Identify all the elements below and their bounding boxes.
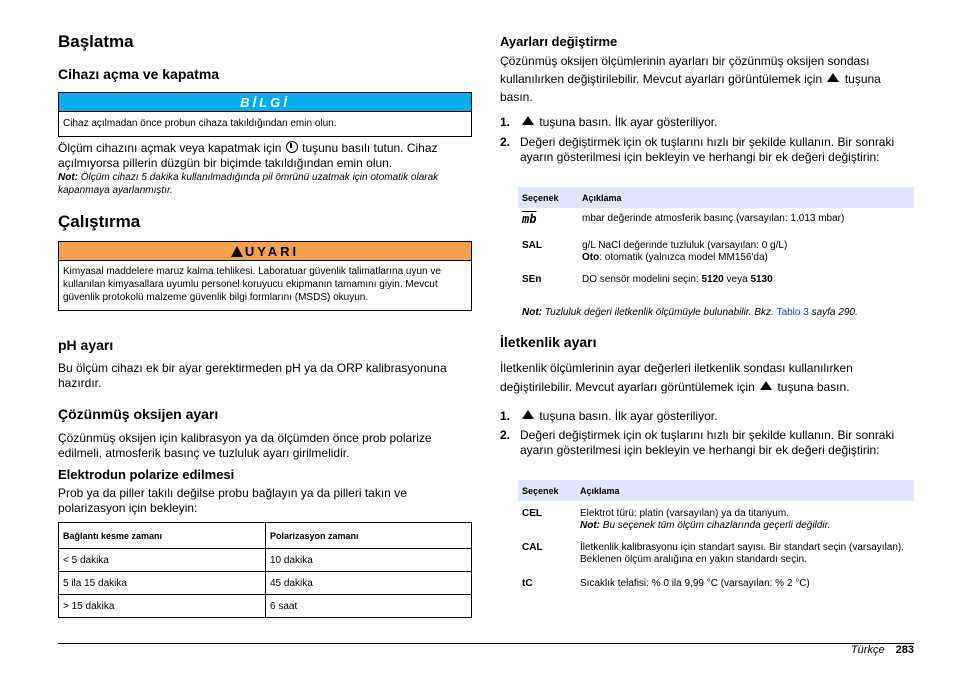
table-cell: 10 dakika [266, 549, 472, 572]
oxygen-settings-table [518, 187, 914, 290]
heading-ph: pH ayarı [58, 337, 114, 353]
up-arrow-icon [827, 73, 839, 82]
table-cell: Elektrot türü: platin (varsayılan) ya da titanyum. Not: Bu seçenek tüm ölçüm cihazlarında geçerli değildir. [580, 508, 831, 531]
table-cell: İletkenlik kalibrasyonu için standart sayısı. Bir standart seçin (varsayılan). Beklenen ölçüm aralığına en yakın standardı seçin. [580, 542, 905, 565]
table-cell [518, 208, 578, 236]
table-cell: < 5 dakika [59, 549, 266, 572]
table-header-cell: Seçenek [518, 187, 578, 208]
table-cell: CEL [522, 508, 542, 519]
warning-box-title: UYARI [59, 242, 471, 261]
table-row [518, 538, 914, 574]
info-box-body: Cihaz açılmadan önce probun cihaza takıldığından emin olun. [63, 118, 337, 129]
table-cell: g/L NaCl değerinde tuzluluk (varsayılan: 0 g/L) Oto: otomatik (yalnızca model MM156'da) [582, 240, 788, 263]
table-cell: 45 dakika [266, 572, 472, 595]
table-header-cell: Seçenek [518, 480, 576, 501]
list-item: 2. Değeri değiştirmek için ok tuşlarını hızlı bir şekilde kullanın. Bir sonraki ayarın gösterilmesi için bekleyin ve herhangi bir ek değeri değiştirin: [500, 428, 895, 457]
elektrot-paragraph: Prob ya da piller takılı değilse probu bağlayın ya da pilleri takın ve polarizasyon için bekleyin: [58, 486, 407, 515]
up-arrow-icon [522, 410, 534, 419]
page-footer [851, 643, 914, 657]
footer-language: Türkçe [850, 644, 885, 656]
table-3-link[interactable]: Tablo 3 [776, 307, 809, 318]
heading-iletkenlik: İletkenlik ayarı [500, 334, 597, 350]
salinity-note: Not: Tuzluluk değeri iletkenlik ölçümüyle bulunabilir. Bkz. Tablo 3 sayfa 290. [522, 307, 858, 318]
table-row [518, 268, 914, 290]
heading-elektrot: Elektrodun polarize edilmesi [58, 467, 235, 482]
table-row [518, 236, 914, 268]
table-header-cell: Açıklama [578, 187, 914, 208]
polarization-table [58, 522, 472, 618]
heading-oksijen: Çözünmüş oksijen ayarı [58, 406, 219, 422]
table-row [518, 208, 914, 236]
footer-rule [58, 643, 914, 644]
table-cell: SAL [522, 240, 542, 251]
table-cell: tC [522, 578, 533, 589]
table-cell: Sıcaklık telafisi: % 0 ila 9,99 °C (varsayılan: % 2 °C) [580, 578, 810, 589]
iletkenlik-paragraph: İletkenlik ölçümlerinin ayar değerleri iletkenlik sondası kullanılırken değiştirilebilir. Mevcut ayarları görüntülemek için tuşuna basın. [500, 361, 853, 394]
table-row [59, 549, 472, 572]
warning-icon [231, 246, 243, 257]
power-paragraph: Ölçüm cihazını açmak veya kapatmak için tuşunu basılı tutun. Cihaz açılmıyorsa pillerin düzgün bir biçimde takıldığından emin olun. [58, 141, 438, 170]
table-header-cell: Polarizasyon zamanı [266, 523, 472, 549]
table-row [518, 501, 914, 538]
table-header-row [59, 523, 472, 549]
warning-box-body: Kimyasal maddelere maruz kalma tehlikesi. Laboratuar güvenlik talimatlarına uyun ve kullanılan kimyasallara uyumlu personel koruyucu ekipmanın tamamını giyin. Mevcut güvenlik protokolü malzeme güvenlik bilgi formlarını (MSDS) okuyun. [63, 266, 441, 303]
heading-baslatma: Başlatma [58, 32, 134, 51]
table-cell: SEn [522, 274, 542, 285]
table-cell: > 15 dakika [59, 595, 266, 618]
table-cell: DO sensör modelini seçin: 5120 veya 5130 [582, 274, 773, 285]
list-item: 2. Değeri değiştirmek için ok tuşlarını hızlı bir şekilde kullanın. Bir sonraki ayarın gösterilmesi için bekleyin ve herhangi bir ek değeri değiştirin: [500, 135, 895, 164]
table-cell: 6 saat [266, 595, 472, 618]
heading-calistirma: Çalıştırma [58, 212, 141, 231]
conductivity-settings-table [518, 480, 914, 594]
heading-cihaz-acma: Cihazı açma ve kapatma [58, 66, 220, 82]
table-cell: 5 ila 15 dakika [59, 572, 266, 595]
page-number: 283 [895, 644, 914, 656]
table-row [59, 572, 472, 595]
list-item: 1. tuşuna basın. İlk ayar gösteriliyor. [500, 115, 718, 129]
up-arrow-icon [760, 381, 772, 390]
power-note: Not: Ölçüm cihazı 5 dakika kullanılmadığında pil ömrünü uzatmak için otomatik olarak kapanmaya ayarlanmıştır. [58, 172, 439, 196]
table-header-row [518, 480, 914, 501]
ayar-paragraph: Çözünmüş oksijen ölçümlerinin ayarları bir çözünmüş oksijen sondası kullanılırken değiştirilebilir. Mevcut ayarları görüntülemek için tuşuna basın. [500, 54, 881, 104]
table-header-cell: Bağlantı kesme zamanı [59, 523, 266, 549]
power-icon [286, 141, 298, 153]
table-header-cell: Açıklama [576, 480, 914, 501]
warning-box [58, 241, 472, 311]
table-row [518, 574, 914, 594]
table-header-row [518, 187, 914, 208]
mbar-symbol: $\overline{mb}$ [522, 212, 537, 226]
heading-ayar-degistirme: Ayarları değiştirme [500, 34, 618, 49]
up-arrow-icon [522, 116, 534, 125]
table-row [59, 595, 472, 618]
ph-paragraph: Bu ölçüm cihazı ek bir ayar gerektirmeden pH ya da ORP kalibrasyonuna hazırdır. [58, 361, 447, 390]
table-cell: CAL [522, 542, 543, 553]
info-box-title: BİLGİ [59, 93, 471, 112]
list-item: 1. tuşuna basın. İlk ayar gösteriliyor. [500, 409, 718, 423]
info-box [58, 92, 472, 137]
table-cell: mbar değerinde atmosferik basınç (varsayılan: 1.013 mbar) [582, 213, 845, 224]
oksijen-paragraph: Çözünmüş oksijen için kalibrasyon ya da ölçümden önce prob polarize edilmeli, atmosferik basınç ve tuzluluk ayarı girilmelidir. [58, 431, 432, 460]
